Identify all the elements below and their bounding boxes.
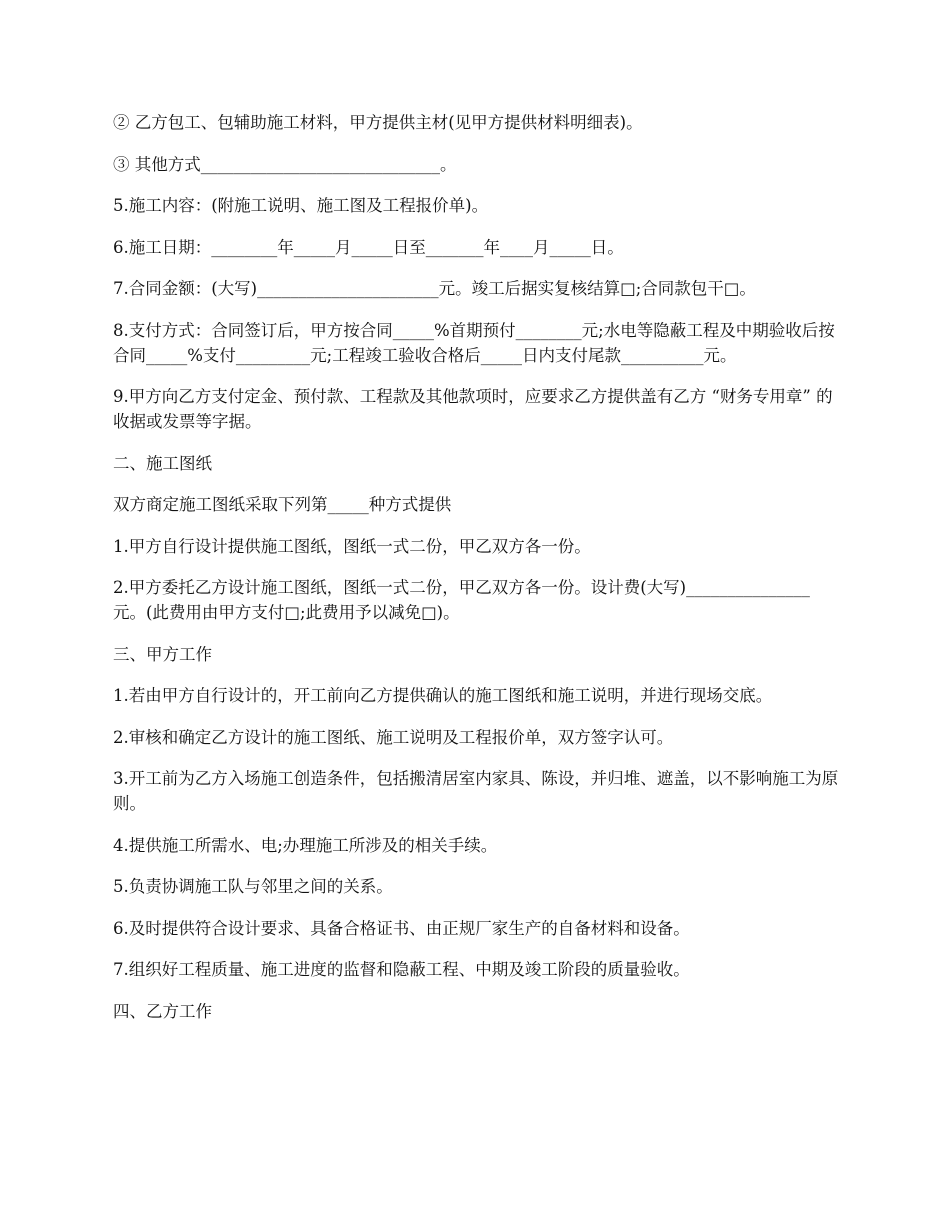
section-heading-drawings: 二、施工图纸 [113,453,212,473]
section-heading-party-a-work: 三、甲方工作 [113,644,212,664]
paragraph-payment-method: 8.支付方式：合同签订后，甲方按合同_____%首期预付________元;水电等隐蔽工程及中期验收后按合同_____%支付_________元;工程竣工验收合格后_____日内支付尾款__________元。 [113,320,835,365]
paragraph-party-a-item-4: 4.提供施工所需水、电;办理施工所涉及的相关手续。 [113,835,498,855]
paragraph-drawing-option-1: 1.甲方自行设计提供施工图纸，图纸一式二份，甲乙双方各一份。 [113,536,591,556]
paragraph-construction-date: 6.施工日期：________年_____月_____日至_______年____月_____日。 [113,237,624,257]
section-heading-party-b-work: 四、乙方工作 [113,1001,212,1021]
paragraph-drawing-option-2: 2.甲方委托乙方设计施工图纸，图纸一式二份，甲乙双方各一份。设计费(大写)_______________元。(此费用由甲方支付□;此费用予以减免□)。 [113,578,810,622]
paragraph-payment-receipts: 9.甲方向乙方支付定金、预付款、工程款及其他款项时，应要求乙方提供盖有乙方 “财务专用章” 的收据或发票等字据。 [113,387,833,431]
paragraph-party-a-item-3: 3.开工前为乙方入场施工创造条件，包括搬清居室内家具、陈设，并归堆、遮盖，以不影响施工为原则。 [113,769,839,813]
paragraph-party-a-item-2: 2.审核和确定乙方设计的施工图纸、施工说明及工程报价单，双方签字认可。 [113,727,674,747]
paragraph-party-a-item-5: 5.负责协调施工队与邻里之间的关系。 [113,877,393,896]
paragraph-party-a-item-6: 6.及时提供符合设计要求、具备合格证书、由正规厂家生产的自备材料和设备。 [113,918,690,938]
paragraph-party-a-item-1: 1.若由甲方自行设计的，开工前向乙方提供确认的施工图纸和施工说明，并进行现场交底。 [113,686,773,705]
paragraph-contract-amount: 7.合同金额：(大写)______________________元。竣工后据实复核结算□;合同款包干□。 [113,279,756,298]
paragraph-party-a-item-7: 7.组织好工程质量、施工进度的监督和隐蔽工程、中期及竣工阶段的质量验收。 [113,960,690,979]
paragraph-drawing-method: 双方商定施工图纸采取下列第_____种方式提供 [113,495,452,514]
paragraph-construction-content: 5.施工内容：(附施工说明、施工图及工程报价单)。 [113,196,489,215]
document-body [113,110,839,1040]
paragraph-option-2: ② 乙方包工、包辅助施工材料，甲方提供主材(见甲方提供材料明细表)。 [113,113,643,132]
paragraph-option-3: ③ 其他方式_____________________________。 [113,154,457,174]
